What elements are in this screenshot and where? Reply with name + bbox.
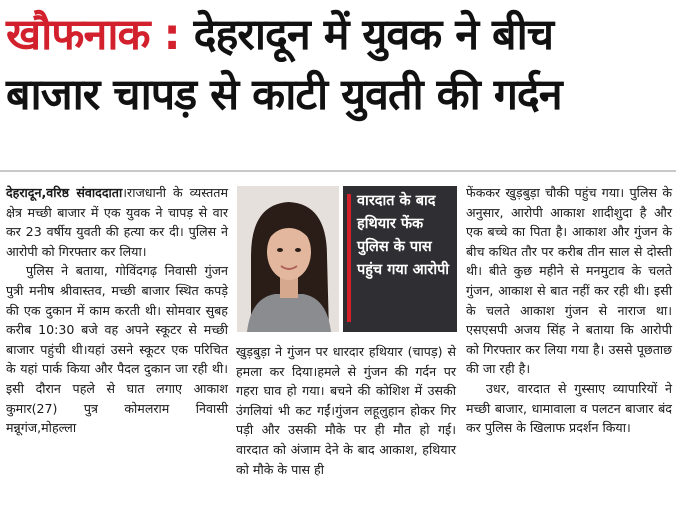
article-column-1 bbox=[6, 183, 228, 438]
pullquote-accent-bar bbox=[347, 194, 351, 322]
headline-line-2: बाजार चापड़ से काटी युवती की गर्दन bbox=[6, 70, 562, 120]
pullquote-text: वारदात के बाद हथियार फेंक पुलिस के पास पहुंच गया आरोपी bbox=[357, 193, 450, 278]
headline-text-1: देहरादून में युवक ने बीच bbox=[193, 10, 554, 60]
portrait-image bbox=[237, 186, 341, 332]
headline bbox=[6, 6, 670, 124]
victim-photo bbox=[237, 186, 341, 332]
headline-divider bbox=[0, 170, 676, 172]
pullquote-box bbox=[343, 186, 457, 332]
article-paragraph-3: खुड़बुड़ा ने गुंजन पर धारदार हथियार (चापड़) से हमला कर दिया।हमले से गुंजन की गर्दन पर गहरा घाव हो गया। बचने की कोशिश में उसकी उंगलियां भी कट गईं।गुंजन लहूलुहान होकर गिर पड़ी और उसकी मौके पर ही मौत हो गई। वारदात को अंजाम देने के बाद आकाश, हथियार को मौके के पास ही bbox=[236, 344, 456, 477]
headline-line-1 bbox=[6, 6, 670, 64]
article-paragraph-5: उधर, वारदात से गुस्साए व्यापारियों ने मच्छी बाजार, धामावाला व पलटन बाजार बंद कर पुलिस के खिलाफ प्रदर्शन किया। bbox=[466, 380, 672, 436]
article-paragraph-2: पुलिस ने बताया, गोविंदगढ़ निवासी गुंजन पुत्री मनीष श्रीवास्तव, मच्छी बाजार स्थित कपड़े की एक दुकान में काम करती थी। सोमवार सुबह करीब 10:30 बजे वह अपने स्कूटर से मच्छी बाजार पहुंची थी।यहां उसने स्कूटर एक परिचित के यहां पार्क किया और पैदल दुकान जा रही थी। इसी दौरान पहले से घात लगाए आकाश कुमार(27) पुत्र कोमलराम निवासी मन्नूगंज,मोहल्ला bbox=[6, 263, 228, 436]
article-column-2 bbox=[236, 342, 456, 479]
headline-kicker: खौफनाक : bbox=[6, 10, 180, 60]
article-lead-paragraph bbox=[6, 183, 228, 261]
article-dateline: देहरादून,वरिष्ठ संवाददाता bbox=[6, 185, 123, 200]
article-lead-text: ।राजधानी के व्यस्ततम क्षेत्र मच्छी बाजार में एक युवक ने चापड़ से वार कर 23 वर्षीय युवती की हत्या कर दी। पुलिस ने आरोपी को गिरफ्तार कर लिया। bbox=[6, 185, 228, 259]
article-paragraph-4: फेंककर खुड़बुड़ा चौकी पहुंच गया। पुलिस के अनुसार, आरोपी आकाश शादीशुदा है और एक बच्चे का पिता है। आकाश और गुंजन के बीच कथित तौर पर करीब तीन साल से दोस्ती थी। बीते कुछ महीने से मनमुटाव के चलते गुंजन, आकाश से बात नहीं कर रही थी। इसी के चलते आकाश गुंजन से नाराज था। एसएसपी अजय सिंह ने बताया कि आरोपी को गिरफ्तार कर लिया गया है। उससे पूछताछ की जा रही है। bbox=[466, 185, 672, 377]
photo-with-pullquote bbox=[237, 186, 457, 334]
article-column-3 bbox=[466, 183, 672, 438]
